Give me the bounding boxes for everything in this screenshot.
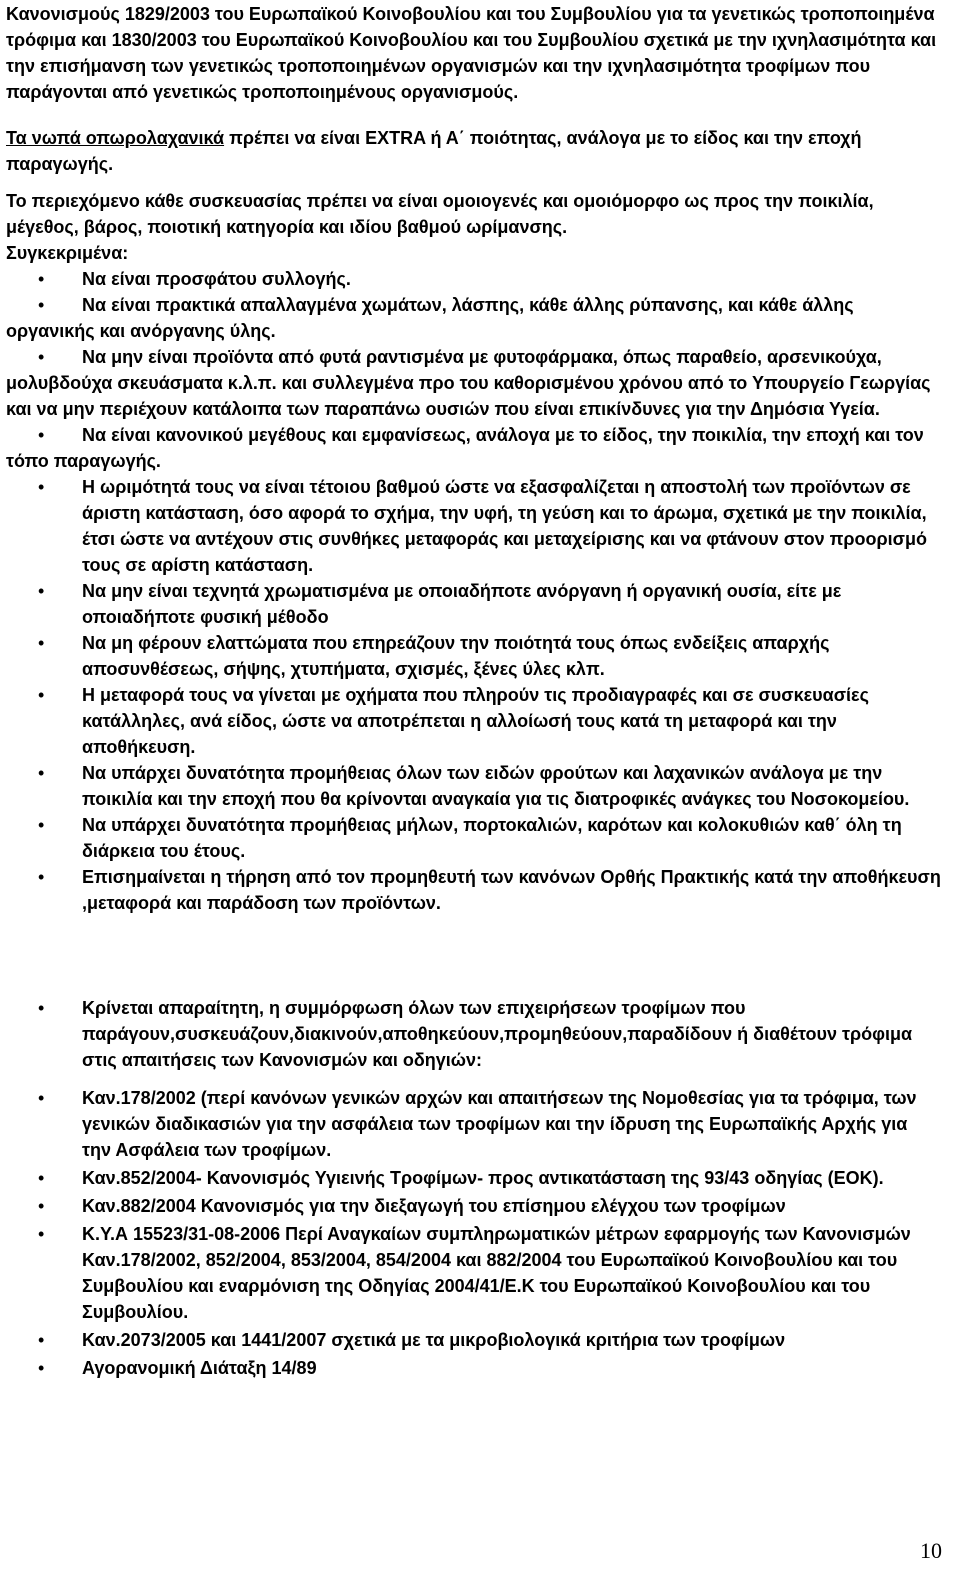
quality-text: πρέπει να είναι EXTRA ή Α΄ ποιότητας, ανάλογα με το είδος και την εποχή παραγωγής. [6,128,862,174]
bullet-icon [38,864,44,890]
list-item: • Να είναι πρακτικά απαλλαγμένα χωμάτων, λάσπης, κάθε άλλης ρύπανσης, και κάθε άλλης οργανικής και ανόργανης ύλης. [6,292,941,344]
bullet-icon [38,1193,44,1219]
intro-paragraph: Κανονισμούς 1829/2003 του Ευρωπαϊκού Κοινοβουλίου και του Συμβουλίου για τα γενετικώς τροποποιημένα τρόφιμα και 1830/2003 του Ευρωπαϊκού Κοινοβουλίου και του Συμβουλίου σχετικά με την ιχνηλασιμότητα και την επισήμανση των γενετικώς τροποποιημένων οργανισμών και την ιχνηλασιμότητα τροφίμων που παράγονται από γενετικώς τροποποιημένους οργανισμούς. [6,4,937,102]
regulations-section [6,995,941,1381]
bullet-icon [38,1165,44,1191]
specifically-label: Συγκεκριμένα: [6,243,129,263]
list-item: • Να υπάρχει δυνατότητα προμήθειας μήλων, πορτοκαλιών, καρότων και κολοκυθιών καθ΄ όλη τη διάρκεια του έτους. [6,812,941,864]
list-item: • Να είναι προσφάτου συλλογής. [6,266,941,292]
list-item: • Η ωριμότητά τους να είναι τέτοιου βαθμού ώστε να εξασφαλίζεται η αποστολή των προϊόντων σε άριστη κατάσταση, όσο αφορά το σχήμα, την υφή, τη γεύση και το άρωμα, σχετικά με την ποικιλία, έτσι ώστε να αντέχουν στις συνθήκες μεταφοράς και μεταχείρισης και να φτάνουν στον προορισμό τους σε αρίστη κατάσταση. [6,474,941,578]
bullet-icon [38,1085,44,1111]
page-number: 10 [920,1538,942,1563]
bullet-icon [38,812,44,838]
bullet-icon [38,578,44,604]
bullet-icon [38,682,44,708]
document-page [6,1,941,1383]
bullet-icon [38,474,44,500]
bullet-icon [38,1355,44,1381]
list-item: • Καν.2073/2005 και 1441/2007 σχετικά με τα μικροβιολογικά κριτήρια των τροφίμων [6,1327,941,1353]
list-item: • Να μην είναι προϊόντα από φυτά ραντισμένα με φυτοφάρμακα, όπως παραθείο, αρσενικούχα, μολυβδούχα σκευάσματα κ.λ.π. και συλλεγμένα προ του καθορισμένου χρόνου από το Υπουργείο Γεωργίας και να μην περιέχουν κατάλοιπα των παραπάνω ουσιών που είναι επικίνδυνες για την Δημόσια Υγεία. [6,344,941,422]
list-item: • Καν.178/2002 (περί κανόνων γενικών αρχών και απαιτήσεων της Νομοθεσίας για τα τρόφιμα, των γενικών διαδικασιών για την ασφάλεια των τροφίμων και την ίδρυση της Ευρωπαϊκής Αρχής για την Ασφάλεια των τροφίμων. [6,1085,941,1163]
list-item: • Καν.882/2004 Κανονισμός για την διεξαγωγή του επίσημου ελέγχου των τροφίμων [6,1193,941,1219]
bullet-icon [38,1327,44,1353]
bullet-icon [38,266,44,292]
bullet-icon [38,760,44,786]
list-item: • Η μεταφορά τους να γίνεται με οχήματα που πληρούν τις προδιαγραφές και σε συσκευασίες κατάλληλες, ανά είδος, ώστε να αποτρέπεται η αλλοίωσή τους κατά τη μεταφορά και την αποθήκευση. [6,682,941,760]
list-item: • Να υπάρχει δυνατότητα προμήθειας όλων των ειδών φρούτων και λαχανικών ανάλογα με την ποικιλία και την εποχή που θα κρίνονται αναγκαία για τις διατροφικές ανάγκες του Νοσοκομείου. [6,760,941,812]
list-item: • Κρίνεται απαραίτητη, η συμμόρφωση όλων των επιχειρήσεων τροφίμων που παράγουν,συσκευάζουν,διακινούν,αποθηκεύουν,προμηθεύουν,παραδίδουν ή διαθέτουν τρόφιμα στις απαιτήσεις των Κανονισμών και οδηγιών: [6,995,941,1073]
list-item: • Κ.Υ.Α 15523/31-08-2006 Περί Αναγκαίων συμπληρωματικών μέτρων εφαρμογής των Κανονισμών Καν.178/2002, 852/2004, 853/2004, 854/2004 και 882/2004 του Ευρωπαϊκού Κοινοβουλίου και του Συμβουλίου και εναρμόνιση της Οδηγίας 2004/41/Ε.Κ του Ευρωπαϊκού Κοινοβουλίου και του Συμβουλίου. [6,1221,941,1325]
bullet-icon [38,995,44,1021]
bullet-icon [38,422,44,448]
list-item: • Αγορανομική Διάταξη 14/89 [6,1355,941,1381]
bullet-icon [38,292,44,318]
list-item: • Επισημαίνεται η τήρηση από τον προμηθευτή των κανόνων Ορθής Πρακτικής κατά την αποθήκευση ,μεταφορά και παράδοση των προϊόντων. [6,864,941,916]
list-item: • Καν.852/2004- Κανονισμός Υγιεινής Τροφίμων- προς αντικατάσταση της 93/43 οδηγίας (ΕΟΚ). [6,1165,941,1191]
underlined-phrase: Τα νωπά οπωρολαχανικά [6,128,225,148]
list-item: • Να μη φέρουν ελαττώματα που επηρεάζουν την ποιότητά τους όπως ενδείξεις απαρχής αποσυνθέσεως, σήψης, χτυπήματα, σχισμές, ξένες ύλες κλπ. [6,630,941,682]
packaging-paragraph: Το περιεχόμενο κάθε συσκευασίας πρέπει να είναι ομοιογενές και ομοιόμορφο ως προς την ποικιλία, μέγεθος, βάρος, ποιοτική κατηγορία και ιδίου βαθμού ωρίμανσης. [6,191,874,237]
bullet-icon [38,1221,44,1247]
list-item: • Να είναι κανονικού μεγέθους και εμφανίσεως, ανάλογα με το είδος, την ποικιλία, την εποχή και τον τόπο παραγωγής. [6,422,941,474]
list-item: • Να μην είναι τεχνητά χρωματισμένα με οποιαδήποτε ανόργανη ή οργανική ουσία, είτε με οποιαδήποτε φυσική μέθοδο [6,578,941,630]
bullet-icon [38,344,44,370]
bullet-icon [38,630,44,656]
quality-paragraph [6,125,941,177]
